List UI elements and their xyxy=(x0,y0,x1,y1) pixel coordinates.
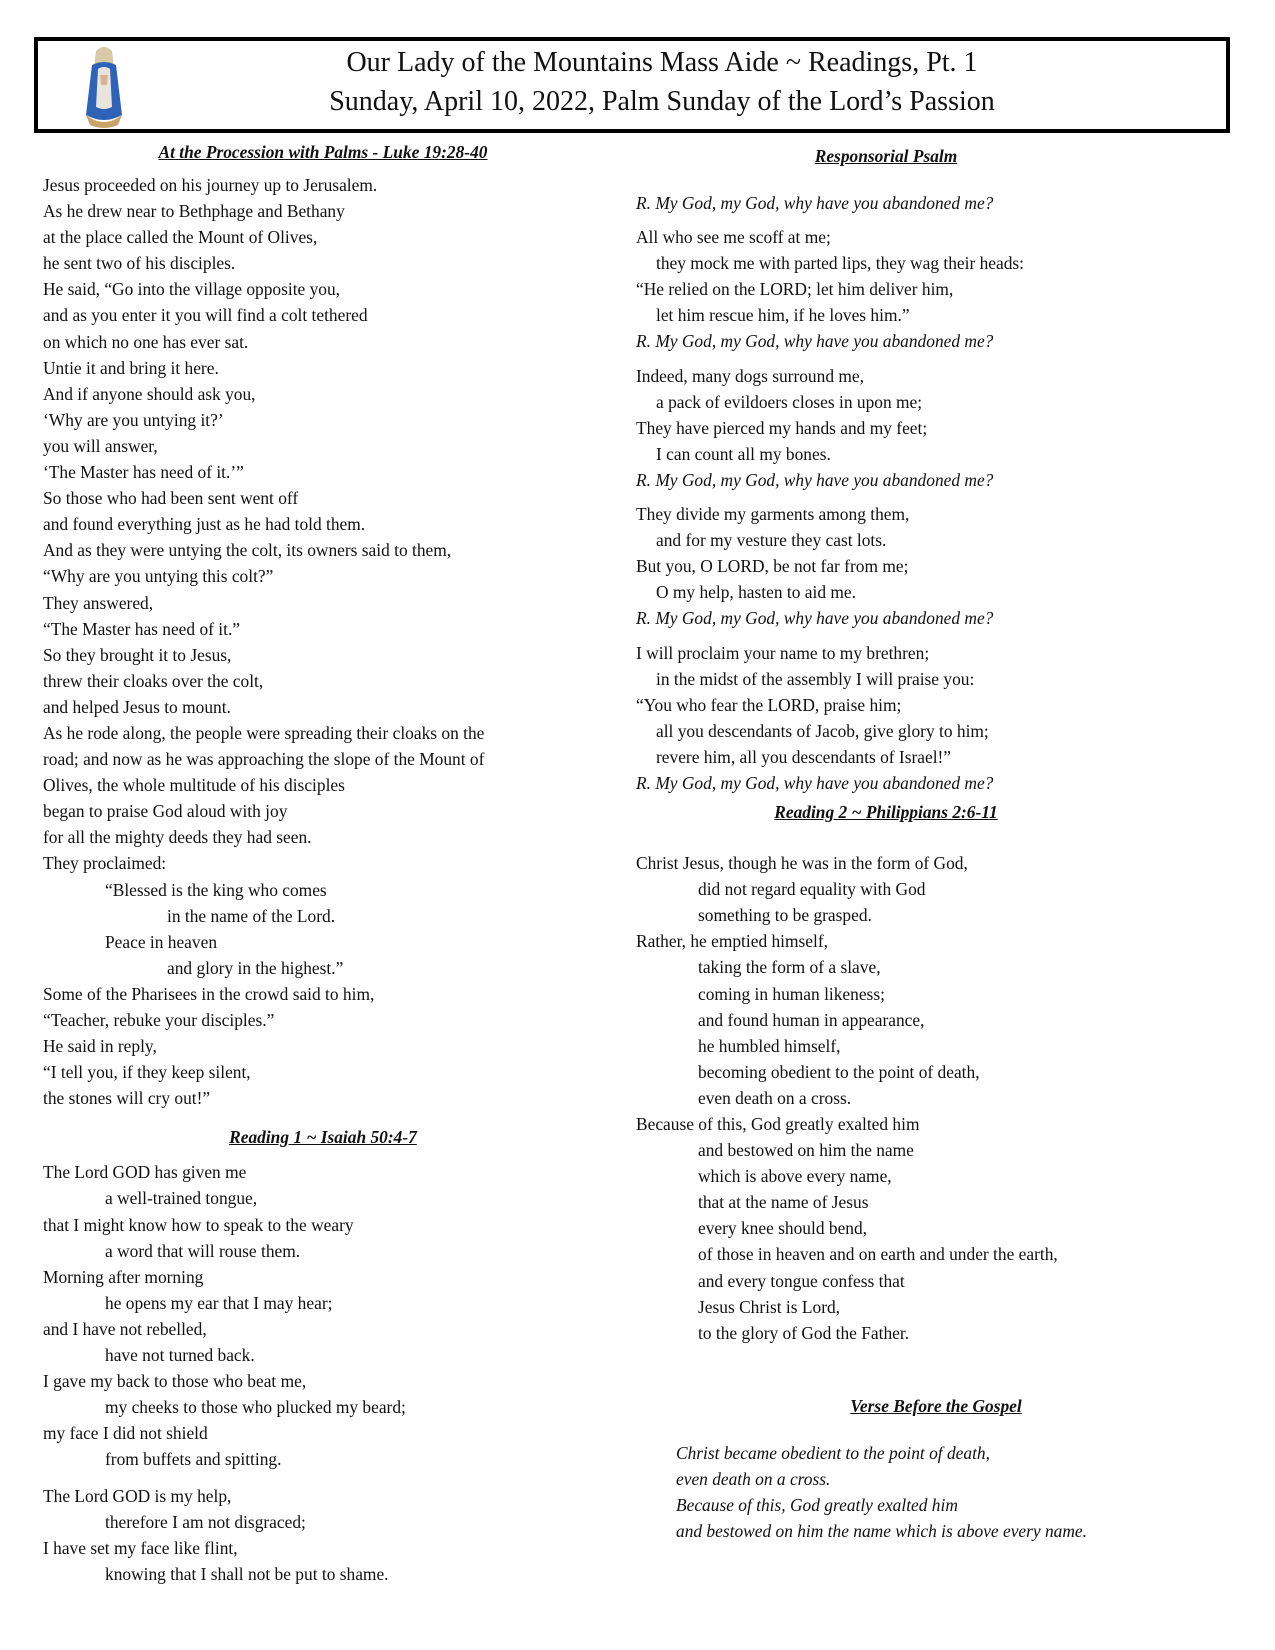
page-header xyxy=(34,37,1230,133)
text-line: and bestowed on him the name xyxy=(698,1140,914,1161)
text-line: They answered, xyxy=(43,592,154,613)
text-line: He said, “Go into the village opposite you, xyxy=(43,279,341,300)
header-date: Sunday, April 10, 2022, Palm Sunday of the Lord’s Passion xyxy=(329,86,995,117)
text-line: have not turned back. xyxy=(105,1345,255,1366)
psalm-response: R. My God, my God, why have you abandoned me? xyxy=(636,469,994,490)
text-line: He said in reply, xyxy=(43,1036,157,1057)
text-line: which is above every name, xyxy=(698,1166,892,1187)
text-line: Christ Jesus, though he was in the form of God, xyxy=(636,853,968,874)
text-line: Jesus Christ is Lord, xyxy=(698,1296,841,1317)
text-line: he humbled himself, xyxy=(698,1035,841,1056)
text-line: therefore I am not disgraced; xyxy=(105,1511,306,1532)
text-line: All who see me scoff at me; xyxy=(636,227,831,248)
text-line: Because of this, God greatly exalted him xyxy=(636,1114,920,1134)
text-line: I can count all my bones. xyxy=(656,443,831,464)
text-line: “He relied on the LORD; let him deliver him, xyxy=(636,279,954,300)
text-line: taking the form of a slave, xyxy=(698,957,881,978)
text-line: and bestowed on him the name which is above every name. xyxy=(676,1521,1087,1542)
text-line: threw their cloaks over the colt, xyxy=(43,670,264,691)
text-line: even death on a cross. xyxy=(698,1087,852,1108)
text-line: So those who had been sent went off xyxy=(43,488,299,509)
text-line: began to praise God aloud with joy xyxy=(43,801,288,822)
text-line: As he drew near to Bethphage and Bethany xyxy=(43,201,345,222)
text-line: Untie it and bring it here. xyxy=(43,357,219,378)
text-line: knowing that I shall not be put to shame. xyxy=(105,1563,389,1584)
text-line: and for my vesture they cast lots. xyxy=(656,530,887,551)
text-line: coming in human likeness; xyxy=(698,983,885,1004)
text-line: that at the name of Jesus xyxy=(698,1192,869,1213)
text-line: O my help, hasten to aid me. xyxy=(656,582,856,603)
text-line: and helped Jesus to mount. xyxy=(43,696,231,717)
text-line: on which no one has ever sat. xyxy=(43,331,249,352)
text-line: Some of the Pharisees in the crowd said to him, xyxy=(43,983,375,1004)
text-line: I will proclaim your name to my brethren; xyxy=(636,642,930,663)
text-line: and I have not rebelled, xyxy=(43,1318,207,1339)
text-line: and as you enter it you will find a colt tethered xyxy=(43,305,368,326)
reading2-text xyxy=(636,850,1246,1346)
text-line: you will answer, xyxy=(43,435,158,456)
text-line: at the place called the Mount of Olives, xyxy=(43,227,318,248)
text-line: They have pierced my hands and my feet; xyxy=(636,417,928,438)
text-line: let him rescue him, if he loves him.” xyxy=(656,305,910,326)
text-line: road; and now as he was approaching the slope of the Mount of xyxy=(43,749,485,770)
procession-heading: At the Procession with Palms - Luke 19:28-40 xyxy=(158,142,488,162)
text-line: a word that will rouse them. xyxy=(105,1240,301,1261)
text-line: my cheeks to those who plucked my beard; xyxy=(105,1397,406,1418)
text-line: that I might know how to speak to the weary xyxy=(43,1214,354,1235)
text-line: But you, O LORD, be not far from me; xyxy=(636,556,909,577)
verse-heading: Verse Before the Gospel xyxy=(850,1395,1022,1416)
text-line: “I tell you, if they keep silent, xyxy=(43,1062,251,1083)
text-line: “Blessed is the king who comes xyxy=(105,879,327,900)
text-line: Morning after morning xyxy=(43,1266,204,1287)
right-column xyxy=(636,140,1246,1544)
psalm-response: R. My God, my God, why have you abandoned me? xyxy=(636,608,994,629)
text-line: They divide my garments among them, xyxy=(636,504,910,525)
text-line: my face I did not shield xyxy=(43,1423,208,1444)
text-line: So they brought it to Jesus, xyxy=(43,644,232,665)
text-line: something to be grasped. xyxy=(698,905,872,926)
text-line: The Lord GOD has given me xyxy=(43,1162,247,1183)
text-line: in the name of the Lord. xyxy=(167,905,336,926)
psalm-response: R. My God, my God, why have you abandoned me? xyxy=(636,331,994,352)
text-line: ‘The Master has need of it.’” xyxy=(43,462,244,483)
text-line: from buffets and spitting. xyxy=(105,1449,282,1470)
text-line: they mock me with parted lips, they wag their heads: xyxy=(656,253,1025,274)
text-line: And as they were untying the colt, its owners said to them, xyxy=(43,540,452,561)
text-line: a well-trained tongue, xyxy=(105,1188,258,1209)
text-line: and every tongue confess that xyxy=(698,1270,905,1291)
text-line: They proclaimed: xyxy=(43,853,167,874)
verse-text xyxy=(636,1440,1246,1544)
text-line: “You who fear the LORD, praise him; xyxy=(636,694,902,715)
reading1-text xyxy=(43,1159,603,1587)
psalm-response: R. My God, my God, why have you abandoned me? xyxy=(636,193,994,213)
reading2-heading: Reading 2 ~ Philippians 2:6-11 xyxy=(774,802,998,823)
text-line: and glory in the highest.” xyxy=(167,957,344,978)
text-line: in the midst of the assembly I will praise you: xyxy=(656,668,975,689)
text-line: Peace in heaven xyxy=(105,931,218,952)
text-line: every knee should bend, xyxy=(698,1218,868,1239)
text-line: Christ became obedient to the point of death, xyxy=(676,1442,990,1463)
text-line: and found everything just as he had told them. xyxy=(43,514,366,535)
text-line: the stones will cry out!” xyxy=(43,1088,211,1109)
text-line: he sent two of his disciples. xyxy=(43,253,236,274)
text-line: Indeed, many dogs surround me, xyxy=(636,365,864,386)
text-line: he opens my ear that I may hear; xyxy=(105,1292,333,1313)
procession-text xyxy=(43,172,603,1111)
left-column xyxy=(43,140,603,1587)
text-line: The Lord GOD is my help, xyxy=(43,1485,232,1506)
text-line: and found human in appearance, xyxy=(698,1009,925,1030)
text-line: Rather, he emptied himself, xyxy=(636,931,828,952)
text-line: Jesus proceeded on his journey up to Jerusalem. xyxy=(43,175,378,195)
text-line: Olives, the whole multitude of his disciples xyxy=(43,775,345,796)
psalm-heading: Responsorial Psalm xyxy=(814,146,958,166)
text-line: I have set my face like flint, xyxy=(43,1537,238,1558)
text-line: “The Master has need of it.” xyxy=(43,618,241,639)
text-line: for all the mighty deeds they had seen. xyxy=(43,827,312,848)
text-line: I gave my back to those who beat me, xyxy=(43,1371,307,1392)
psalm-response: R. My God, my God, why have you abandoned me? xyxy=(636,772,994,793)
text-line: “Why are you untying this colt?” xyxy=(43,566,274,587)
text-line: to the glory of God the Father. xyxy=(698,1322,910,1343)
header-title: Our Lady of the Mountains Mass Aide ~ Readings, Pt. 1 xyxy=(346,47,978,78)
text-line: becoming obedient to the point of death, xyxy=(698,1061,980,1082)
text-line: even death on a cross. xyxy=(676,1468,831,1489)
text-line: “Teacher, rebuke your disciples.” xyxy=(43,1010,275,1030)
text-line: a pack of evildoers closes in upon me; xyxy=(656,391,923,412)
text-line: did not regard equality with God xyxy=(698,879,926,900)
text-line: all you descendants of Jacob, give glory to him; xyxy=(656,720,989,741)
text-line: ‘Why are you untying it?’ xyxy=(43,409,224,430)
text-line: As he rode along, the people were spreading their cloaks on the xyxy=(43,722,485,743)
text-line: of those in heaven and on earth and under the earth, xyxy=(698,1244,1058,1265)
text-line: Because of this, God greatly exalted him xyxy=(676,1495,958,1516)
text-line: revere him, all you descendants of Israel!” xyxy=(656,746,952,767)
text-line: And if anyone should ask you, xyxy=(43,383,256,404)
reading1-heading: Reading 1 ~ Isaiah 50:4-7 xyxy=(229,1127,417,1148)
